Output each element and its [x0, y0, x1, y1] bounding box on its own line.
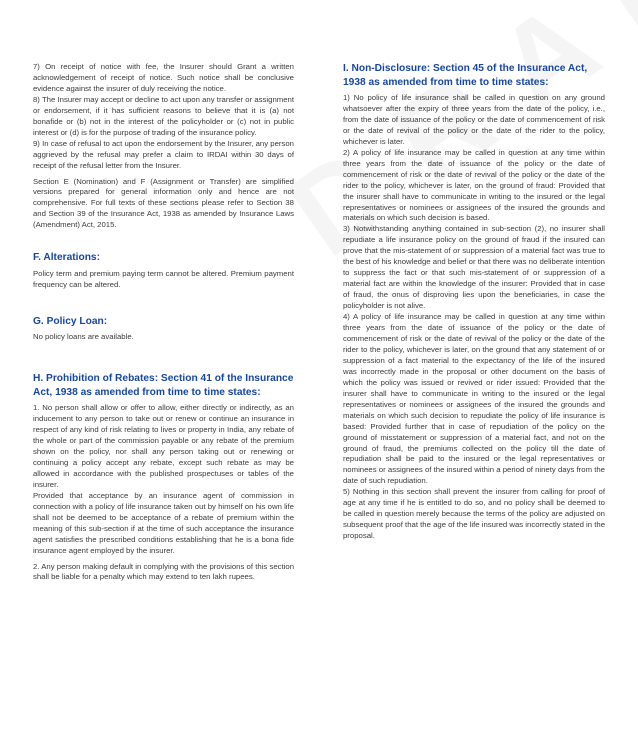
section-i-clause-5: 5) Nothing in this section shall prevent the insurer from calling for proof of age at any time if he is entitled to do so, and no policy shall be deemed to be called in question merely because the terms of the policy are adjusted on subsequent proof that the age of the life insured was incorrectly stated in the proposal. — [343, 487, 605, 541]
sections-note: Section E (Nomination) and F (Assignment or Transfer) are simplified versions prepared for general information only and hence are not comprehensive. For full texts of these sections please refer to Section 38 and Section 39 of the Insurance Act, 1938 as amended by Insurance Laws (Amendment) Act, 2015. — [33, 176, 294, 230]
clause-9: 9) In case of refusal to act upon the endorsement by the Insurer, any person aggrieved by the refusal may prefer a claim to IRDAI within 30 days of receipt of the refusal letter from the Insurer. — [33, 138, 294, 170]
section-h-heading: H. Prohibition of Rebates: Section 41 of the Insurance Act, 1938 as amended from time to time states: — [33, 373, 294, 398]
section-f-text: Policy term and premium paying term cannot be altered. Premium payment frequency can be altered. — [33, 268, 294, 289]
section-g-text: No policy loans are available. — [33, 332, 134, 342]
section-i-clause-4: 4) A policy of life insurance may be called in question at any time within three years from the date of issuance of the policy or the date of commencement of risk or the date of revival of the policy or the date of the rider to the policy, whichever is later, on the ground that any statement of or suppression of a fact material to the expectancy of the life of the insured was incorrectly made in the proposal or other document on the basis of which the policy was issued or revived or rider issued: Provided that the insurer shall have to communicate in writing to the insured or the legal representatives or nominees or assignees of the insured the grounds and materials on which such decision to repudiate the policy of life insurance is based: Provided further that in case of repudiation of the policy on the ground of misstatement or suppression of a material fact, and not on the ground of fraud, the premiums collected on the policy till the date of repudiation shall be paid to the insured or the legal representatives or nominees or assignees of the insured within a period of ninety days from the date of such repudiation. — [343, 312, 605, 486]
section-i-clause-2: 2) A policy of life insurance may be called in question at any time within three years from the date of issuance of the policy or the date of commencement of risk or the date of revival of the policy or the date of the rider to the policy, whichever is later, on the ground of fraud: Provided that the insurer shall have to communicate in writing to the insured or the legal representatives or nominees or assignees of the insured the grounds and materials on which such decision is based. — [343, 147, 605, 223]
section-i-clause-1: 1) No policy of life insurance shall be called in question on any ground whatsoever after the expiry of three years from the date of the policy, i.e., from the date of issuance of the policy or the date of commencement of risk or the date of revival of the policy or the date of the rider to the policy, whichever is later. — [343, 93, 605, 146]
clause-8: 8) The Insurer may accept or decline to act upon any transfer or assignment or endorsement, if it has sufficient reasons to believe that it is (a) not bonafide or (b) not in the interest of the policyholder or (c) not in public interest or (d) is for the purpose of trading of the insurance policy. — [33, 94, 294, 137]
section-i-heading: I. Non-Disclosure: Section 45 of the Insurance Act, 1938 as amended from time to time states: — [343, 63, 588, 88]
section-h-clause-2: 2. Any person making default in complying with the provisions of this section shall be liable for a penalty which may extend to ten lakh rupees. — [33, 561, 294, 582]
section-h-proviso: Provided that acceptance by an insurance agent of commission in connection with a policy of life insurance taken out by himself on his own life shall not be deemed to be acceptance of a rebate of premium within the meaning of this sub-section if at the time of such acceptance the insurance agent satisfies the prescribed conditions establishing that he is a bona fide insurance agent employed by the insurer. — [33, 490, 294, 555]
section-g-heading: G. Policy Loan: — [33, 315, 108, 327]
clause-7: 7) On receipt of notice with fee, the Insurer should Grant a written acknowledgement of receipt of notice. Such notice shall be conclusive evidence against the insurer of duly receiving the notice. — [33, 62, 294, 93]
section-h-clause-1: 1. No person shall allow or offer to allow, either directly or indirectly, as an inducement to any person to take out or renew or continue an insurance in respect of any kind of risk relating to lives or property in India, any rebate of the whole or part of the commission payable or any rebate of the premium shown on the policy, nor shall any person taking out or renewing or continuing a policy accept any rebate, except such rebate as may be allowed in accordance with the published prospectuses or tables of the insurer. — [33, 403, 294, 489]
section-f-heading: F. Alterations: — [33, 252, 100, 264]
left-column — [33, 62, 294, 583]
section-i-clause-3: 3) Notwithstanding anything contained in sub-section (2), no insurer shall repudiate a life insurance policy on the ground of fraud if the insured can prove that the mis-statement of or suppression of a material fact was true to the best of his knowledge and belief or that there was no deliberate intention to suppress the fact or that such mis-statement of or suppression of a material fact are within the knowledge of the insurer: Provided that in case of fraud, the onus of disproving lies upon the beneficiaries, in case the policyholder is not alive. — [343, 224, 605, 311]
right-column — [343, 62, 605, 542]
